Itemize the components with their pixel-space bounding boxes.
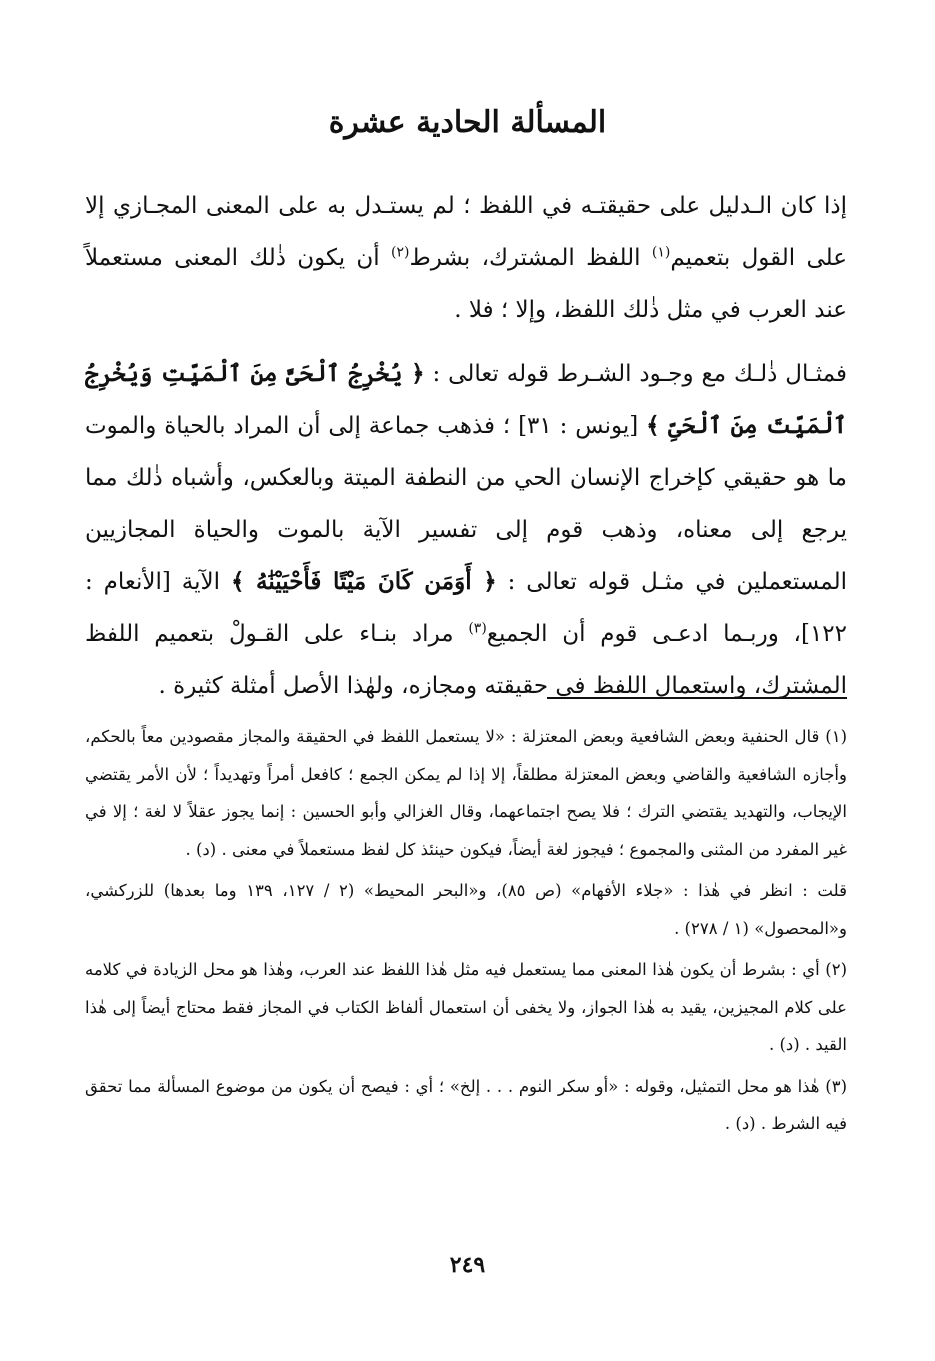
main-body-text: [85, 180, 847, 724]
chapter-title: المسألة الحادية عشرة: [328, 105, 607, 140]
body-paragraph-2: [85, 348, 847, 712]
body-text: [يونس : ٣١] ؛ فذهب جماعة إلى أن المراد بالحياة والموت ما هو حقيقي كإخراج الإنسان الحي من النطفة الميتة وبالعكس، وأشباه ذٰلك مما يرجع إلى معناه، وذهب قوم إلى تفسير الآية بالموت والحياة المجازيين المستعملين في مثـل قوله تعالى :: [85, 413, 847, 595]
body-text: اللفظ المشترك، بشرط: [409, 245, 652, 271]
body-text: أن يكون ذٰلك المعنى مستعملاً عند العرب في مثل ذٰلك اللفظ، وإلا ؛ فلا .: [85, 245, 847, 323]
body-text: مراد بنـاء على القـولْ بتعميم اللفظ المشترك، واستعمال اللفظ في حقيقته ومجازه، ولهٰذا الأصل أمثلة كثيرة .: [85, 621, 847, 699]
body-paragraph-1: [85, 180, 847, 336]
footnote-3: (٣) هٰذا هو محل التمثيل، وقوله : «أو سكر النوم . . . إلخ» ؛ أي : فيصح أن يكون من موضوع المسألة مما تحقق فيه الشرط . (د) .: [85, 1076, 847, 1133]
footnote-ref-2[interactable]: (٢): [390, 244, 410, 261]
footnote-ref-1[interactable]: (١): [651, 244, 671, 261]
quran-verse-1: ﴿ يُخْرِجُ ٱلْحَىَّ مِنَ ٱلْمَيِّتِ وَيُخْرِجُ ٱلْمَيِّتَ مِنَ ٱلْحَىِّ ﴾: [85, 360, 847, 439]
body-text: إذا كان الـدليل على حقيقتـه في اللفظ ؛ لم يستـدل به على المعنى المجـازي إلا على القول بتعميم: [85, 193, 847, 271]
body-text: فمثـال ذٰلـك مع وجـود الشـرط قوله تعالى :: [424, 361, 847, 387]
quran-verse-2: ﴿ أَوَمَن كَانَ مَيْتًا فَأَحْيَيْنَٰهُ ﴾: [230, 568, 497, 595]
footnote-ref-3[interactable]: (٣): [468, 620, 487, 637]
footnote-1-note: قلت : انظر في هٰذا : «جلاء الأفهام» (ص ٨٥)، و«البحر المحيط» (٢ / ١٢٧، ١٣٩ وما بعدها) للزركشي، و«المحصول» (١ / ٢٧٨) .: [85, 881, 847, 938]
footnote-2: (٢) أي : بشرط أن يكون هٰذا المعنى مما يستعمل فيه مثل هٰذا اللفظ عند العرب، وهٰذا هو محل الزيادة في كلامه على كلام المجيزين، يقيد به هٰذا الجواز، ولا يخفى أن استعمال ألفاظ الكتاب في المجاز فقط محتاج أيضاً إلى هٰذا القيد . (د) .: [85, 960, 847, 1054]
page-number: ٢٤٩: [449, 1252, 486, 1278]
footnote-1: (١) قال الحنفية وبعض الشافعية وبعض المعتزلة : «لا يستعمل اللفظ في الحقيقة والمجاز مقصودين معاً بالحكم، وأجازه الشافعية والقاضي وبعض المعتزلة مطلقاً، إلا إذا لم يمكن الجمع ؛ كافعل أمراً وتهديداً ؛ لأن الأمر يقتضي الإيجاب، والتهديد يقتضي الترك ؛ فلا يصح اجتماعهما، وقال الغزالي وأبو الحسين : إنما يجوز عقلاً لا لغة ؛ إلا في غير المفرد من المثنى والمجموع ؛ فيجوز لغة أيضاً، فيكون حينئذ كل لفظ مستعملاً في معنى . (د) .: [85, 727, 847, 859]
body-text: الآية [الأنعام : ١٢٢]، وربـما ادعـى قوم أن الجميع: [85, 569, 847, 647]
footnotes-section: [85, 718, 847, 1147]
footnote-separator: [547, 697, 847, 699]
